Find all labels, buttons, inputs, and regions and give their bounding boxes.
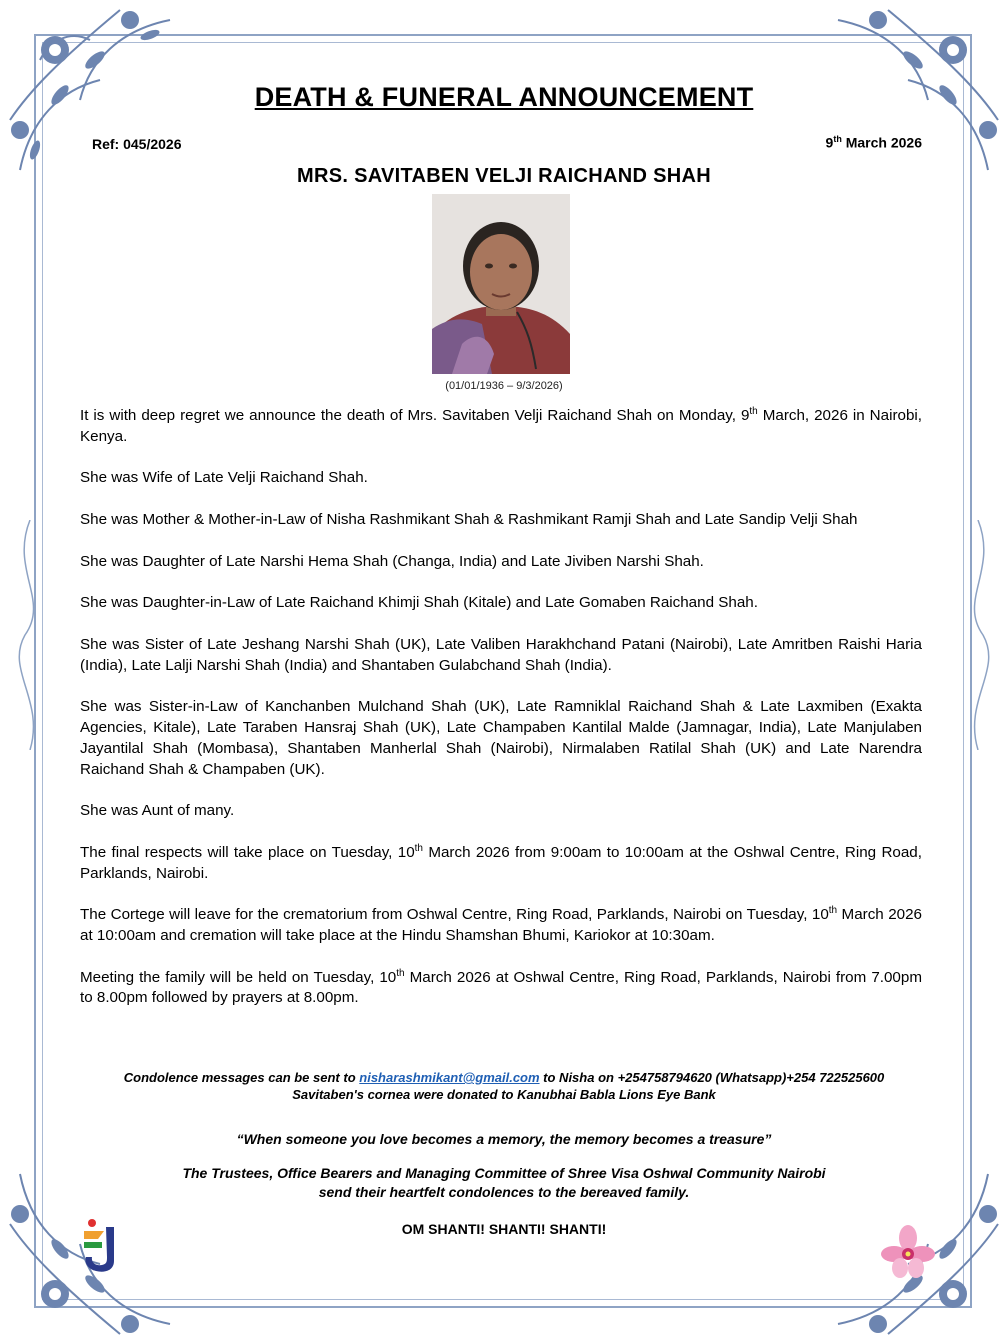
condolence-line: Condolence messages can be sent to nisharashmikant@gmail.com to Nisha on +254758794620 (Whatsapp)+254 722525600: [123, 1070, 885, 1085]
portrait-photo: [432, 194, 570, 374]
daughter-in-law-paragraph: She was Daughter-in-Law of Late Raichand Khimji Shah (Kitale) and Late Gomaben Raichand Shah.: [80, 594, 758, 612]
orchid-flower-icon: [880, 1224, 936, 1280]
side-ornament-left: [0, 520, 60, 750]
announcement-body: [80, 406, 922, 1030]
cortege-paragraph: The Cortege will leave for the crematorium from Oshwal Centre, Ring Road, Parklands, Nairobi on Tuesday, 10th March 2026 at 10:00am and cremation will take place at the Hindu Shamshan Bhumi, Kariokor at 10:30am.: [80, 905, 922, 944]
sister-in-law-paragraph: She was Sister-in-Law of Kanchanben Mulchand Shah (UK), Late Ramniklal Raichand Shah & Late Laxmiben (Exakta Agencies, Kitale), Late Taraben Hansraj Shah (UK), Late Champaben Kantilal Malde (Jamnagar, India), Late Manjulaben Jayantilal Shah (Mombasa), Shantaben Manherlal Shah (Nairobi), Nirmalaben Ratilal Shah (UK) and Late Narendra Raichand Shah & Champaben (UK).: [80, 698, 922, 778]
community-logo-icon: [80, 1217, 120, 1275]
memorial-quote: “When someone you love becomes a memory, the memory becomes a treasure”: [236, 1131, 772, 1147]
aunt-paragraph: She was Aunt of many.: [80, 802, 235, 820]
deceased-name: MRS. SAVITABEN VELJI RAICHAND SHAH: [297, 165, 711, 187]
life-dates-caption: (01/01/1936 – 9/3/2026): [445, 380, 563, 392]
cornea-donation-line: Savitaben's cornea were donated to Kanubhai Babla Lions Eye Bank: [292, 1087, 716, 1102]
sister-of-paragraph: She was Sister of Late Jeshang Narshi Shah (UK), Late Valiben Harakhchand Patani (Nairobi), Late Amritben Raishi Haria (India), Late Lalji Narshi Shah (India) and Shantaben Gulabchand Shah (India).: [80, 635, 922, 674]
email-link[interactable]: nisharashmikant@gmail.com: [359, 1070, 540, 1085]
om-shanti-closing: OM SHANTI! SHANTI! SHANTI!: [401, 1221, 607, 1237]
trustees-message: The Trustees, Office Bearers and Managing Committee of Shree Visa Oshwal Community Nairobi send their heartfelt condolences to the bereaved family.: [182, 1165, 826, 1200]
daughter-of-paragraph: She was Daughter of Late Narshi Hema Shah (Changa, India) and Late Jiviben Narshi Shah.: [80, 552, 704, 570]
final-respects-paragraph: The final respects will take place on Tuesday, 10th March 2026 from 9:00am to 10:00am at the Oshwal Centre, Ring Road, Parklands, Nairobi.: [80, 842, 922, 882]
reference-number: Ref: 045/2026: [92, 136, 182, 152]
condolence-info: [40, 1069, 968, 1103]
mother-of-paragraph: She was Mother & Mother-in-Law of Nisha Rashmikant Shah & Rashmikant Ramji Shah and Late Sandip Velji Shah: [80, 510, 858, 528]
wife-of-paragraph: She was Wife of Late Velji Raichand Shah.: [80, 469, 368, 487]
death-notice-paragraph: It is with deep regret we announce the death of Mrs. Savitaben Velji Raichand Shah on Monday, 9th March, 2026 in Nairobi, Kenya.: [80, 405, 923, 445]
page-title: DEATH & FUNERAL ANNOUNCEMENT: [254, 82, 754, 112]
side-ornament-right: [948, 520, 1008, 750]
announcement-date: 9th March 2026: [825, 134, 922, 151]
family-meeting-paragraph: Meeting the family will be held on Tuesday, 10th March 2026 at Oshwal Centre, Ring Road, Parklands, Nairobi from 7.00pm to 8.00pm followed by prayers at 8.00pm.: [80, 967, 922, 1007]
